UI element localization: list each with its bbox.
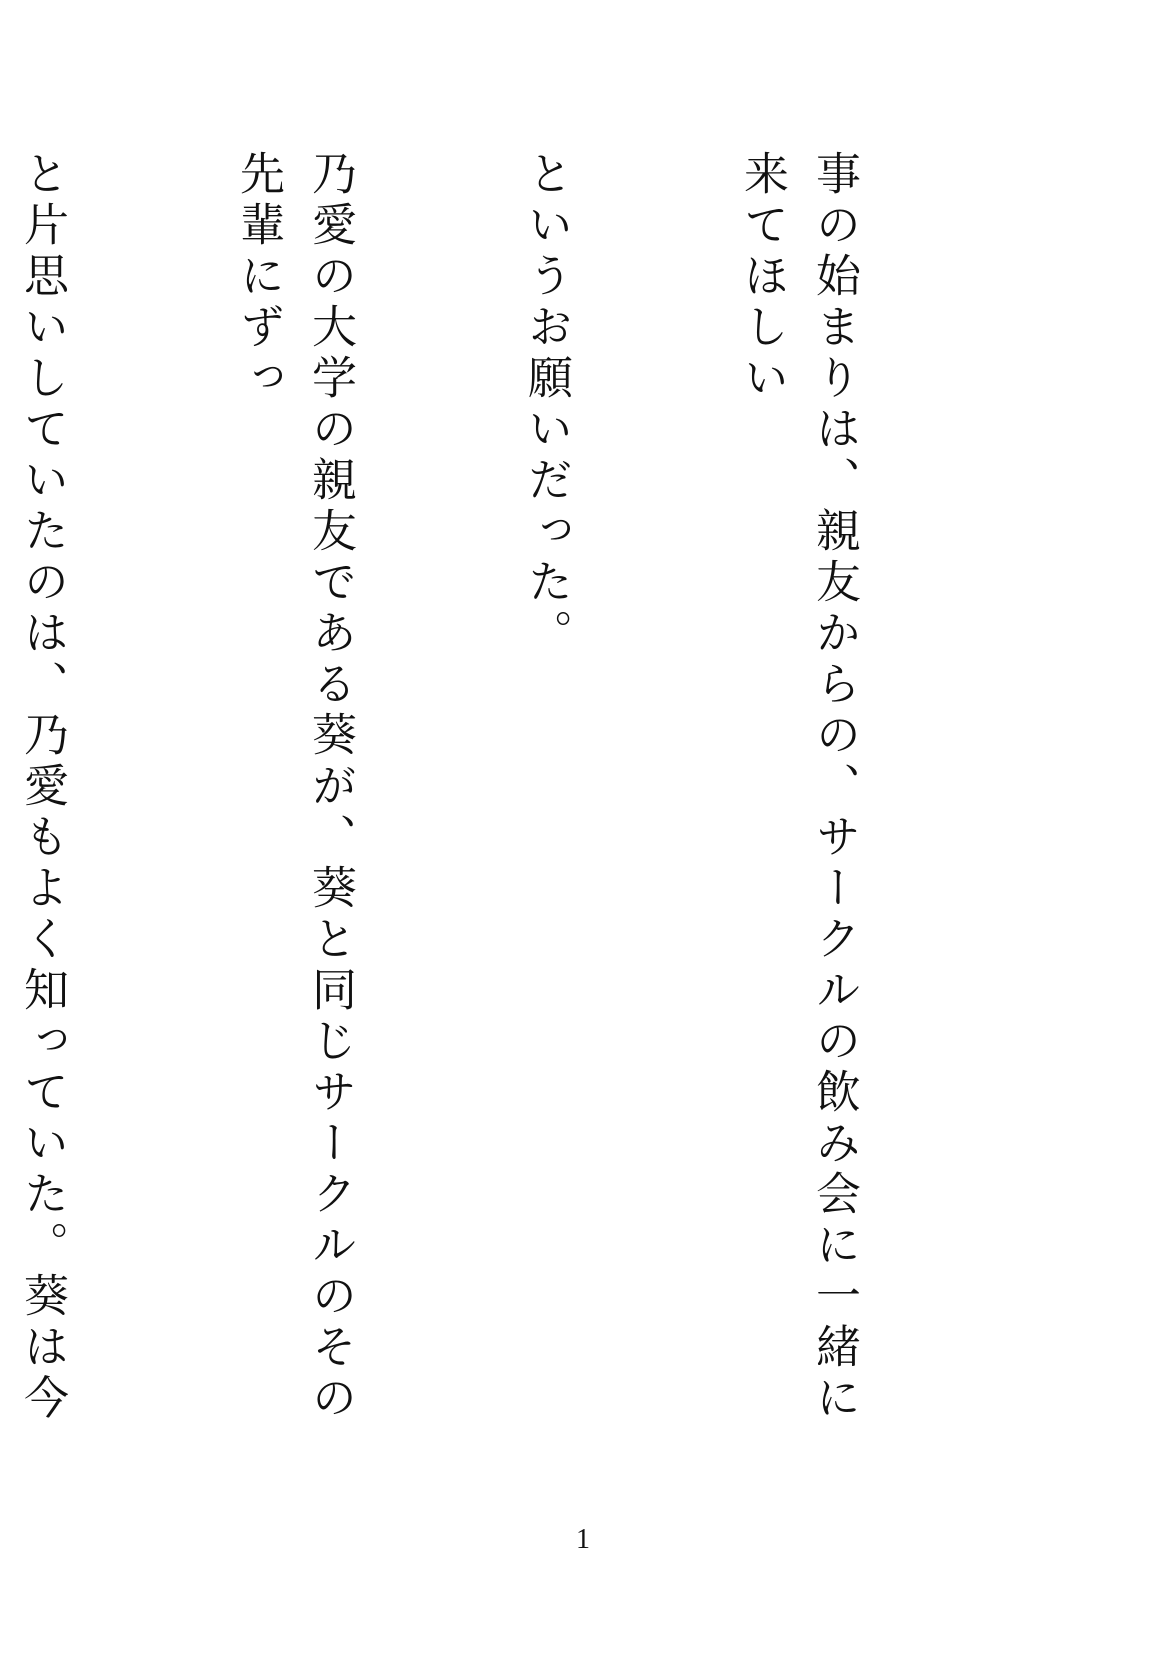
text-line: と片思いしていたのは、乃愛もよく知っていた。葵は今 [16, 150, 69, 1425]
page-number: 1 [576, 1524, 590, 1555]
text-line: というお願いだった。 [520, 150, 573, 660]
text-line: 事の始まりは、親友からの、サークルの飲み会に一緒に来てほしい [736, 150, 861, 1425]
body-text [0, 150, 1014, 1430]
text-line: 乃愛の大学の親友である葵が、葵と同じサークルのその先輩にずっ [232, 150, 357, 1425]
